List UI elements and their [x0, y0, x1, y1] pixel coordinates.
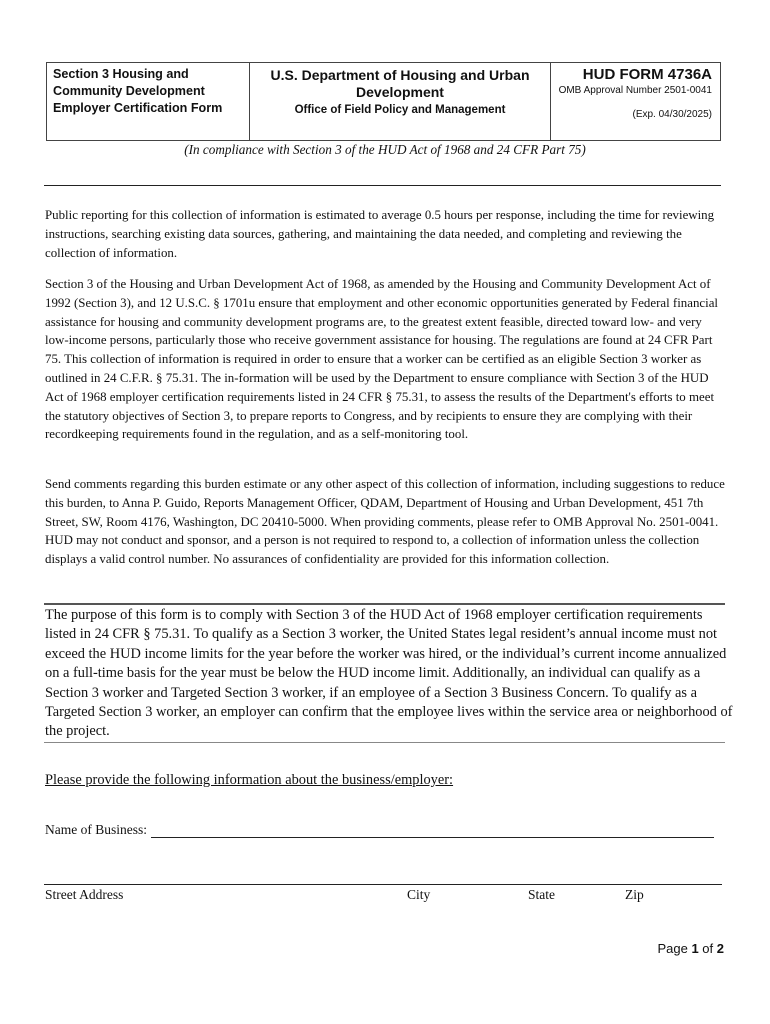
business-name-field[interactable] [151, 823, 714, 838]
street-address-label: Street Address [45, 887, 124, 902]
purpose-bottom-border [44, 742, 725, 743]
page-word: Page [657, 941, 688, 956]
comments-statement: Send comments regarding this burden estimate or any other aspect of this collection of information, including suggestions to reduce this burden, to Anna P. Guido, Reports Management Officer, QDAM, Department of Housing and Urban Development, 451 7th Street, SW, Room 4176, Washington, DC 20410-5000. When providing comments, please refer to OMB Approval No. 2501-0041. HUD may not conduct and sponsor, and a person is not required to respond to, a collection of information unless the collection displays a valid control number. No assurances of confidentiality are provided for this information collection. [45, 477, 725, 567]
omb-approval-number: OMB Approval Number 2501-0041 [558, 85, 712, 96]
department-title: U.S. Department of Housing and Urban Development [270, 67, 530, 100]
current-page: 1 [691, 941, 699, 956]
purpose-statement: The purpose of this form is to comply with Section 3 of the HUD Act of 1968 employer certification requirements listed in 24 CFR § 75.31. To qualify as a Section 3 worker, the United States legal resident’s annual income must not exceed the HUD income limits for the year before the worker was hired, or the individual’s current income annualized on a full-time basis for the year must be below the HUD income limit. Additionally, an individual can qualify as a Section 3 worker and Targeted Section 3 worker, if an employee of a Section 3 Business Concern. To qualify as a Targeted Section 3 worker, an employer can confirm that the employee lives within the service area or neighborhood of the project. [45, 607, 733, 740]
form-title-cell [47, 63, 250, 140]
page-number [657, 941, 724, 956]
state-label: State [528, 887, 555, 902]
address-field-line[interactable] [44, 884, 722, 885]
form-number: HUD FORM 4736A [582, 66, 712, 83]
business-section-heading: Please provide the following information about the business/employer: [45, 772, 454, 788]
form-title-line-2: Community Development [53, 84, 205, 98]
agency-cell [250, 63, 551, 140]
form-title-line-1: Section 3 Housing and [53, 67, 189, 81]
burden-statement: Public reporting for this collection of information is estimated to average 0.5 hours per response, including the time for reviewing instructions, searching existing data sources, gathering, and maintaining the data needed, and completing and reviewing the collection of information. [45, 208, 715, 260]
compliance-note: (In compliance with Section 3 of the HUD Act of 1968 and 24 CFR Part 75) [184, 142, 586, 157]
of-word: of [702, 941, 714, 956]
total-pages: 2 [716, 941, 724, 956]
office-name: Office of Field Policy and Management [294, 104, 506, 116]
city-label: City [407, 887, 431, 902]
divider-rule [44, 185, 721, 186]
form-number-cell [551, 63, 720, 140]
zip-label: Zip [625, 887, 644, 902]
form-title-line-3: Employer Certification Form [53, 101, 223, 115]
expiration-date: (Exp. 04/30/2025) [632, 109, 712, 120]
form-header-box [46, 62, 721, 141]
authority-statement: Section 3 of the Housing and Urban Development Act of 1968, as amended by the Housing and Community Development Act of 1992 (Section 3), and 12 U.S.C. § 1701u ensure that employment and other economic opportunities generated by Federal financial assistance for housing and community development programs are, to the greatest extent feasible, directed toward low- and very low-income persons, particularly those who receive government assistance for housing. The regulations are found at 24 CFR Part 75. This collection of information is required in order to ensure that a worker can be certified as an eligible Section 3 worker as outlined in 24 C.F.R. § 75.31. The in-formation will be used by the Department to ensure compliance with Section 3 of the HUD Act of 1968 employer certification requirements listed in 24 CFR § 75.31, to assess the results of the Department's efforts to meet the statutory objectives of Section 3, to prepare reports to Congress, and by recipients to ensure they are complying with their recordkeeping requirements found in the regulation, and as a self-monitoring tool. [45, 277, 719, 442]
business-name-label: Name of Business: [45, 822, 147, 837]
purpose-top-border [44, 603, 725, 605]
business-name-row [45, 822, 714, 838]
